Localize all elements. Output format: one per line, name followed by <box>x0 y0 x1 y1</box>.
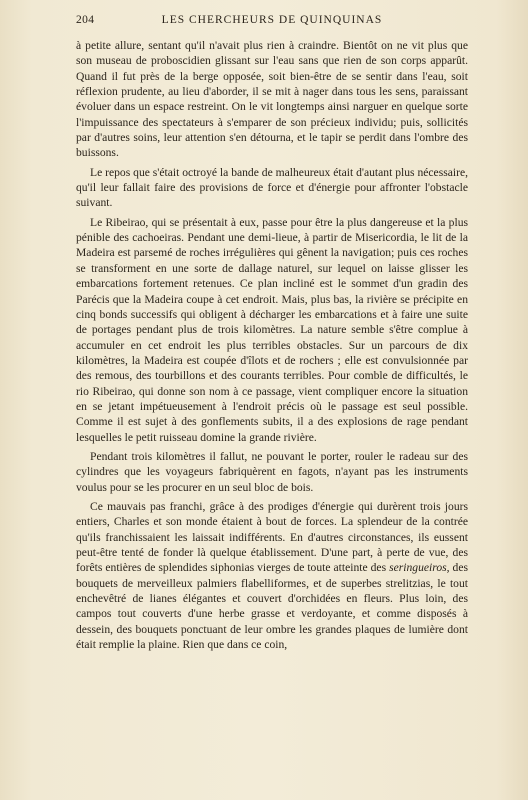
body-text <box>76 38 468 652</box>
paragraph-5-before: Ce mauvais pas franchi, grâce à des prodiges d'énergie qui durèrent trois jours entiers, Charles et son monde étaient à bout de forces. La splendeur de la contrée qu'ils franchissaient les laissait indifférents. En d'autres circonstances, ils eussent peut-être tenté de fonder là quelque établissement. D'une part, à perte de vue, des forêts entières de splendides siphonias vierges de toute atteinte des <box>76 499 468 575</box>
paragraph-5-emphasis: seringueiros, <box>389 561 450 575</box>
paragraph-4: Pendant trois kilomètres il fallut, ne pouvant le porter, rouler le radeau sur des cylindres que les voyageurs fabriquèrent en fagots, n'ayant pas les instruments voulus pour se les procurer en un seul bloc de bois. <box>76 449 468 494</box>
paragraph-5 <box>76 499 468 652</box>
page-number: 204 <box>76 14 95 26</box>
paragraph-2: Le repos que s'était octroyé la bande de malheureux était d'autant plus nécessaire, qu'il leur fallait faire des provisions de force et d'énergie pour affronter l'obstacle suivant. <box>76 165 468 210</box>
page-header <box>76 14 468 34</box>
paragraph-3: Le Ribeirao, qui se présentait à eux, passe pour être la plus dangereuse et la plus pénible des cachoeiras. Pendant une demi-lieue, à partir de Misericordia, le lit de la Madeira est parsemé de roches irrégulières qui gênent la navigation; puis ces roches se transforment en une sorte de dallage naturel, sur lequel on laisse glisser les embarcations fortement retenues. Ce plan incliné est le sommet d'un gradin des Parécis que la Madeira coupe à cet endroit. Mais, plus bas, la rivière se précipite en cinq bonds successifs qui obligent à décharger les embarcations et à faire une suite de portages pendant plus de trois kilomètres. La nature semble s'être complue à accumuler en cet endroit les plus terribles obstacles. Sur un parcours de dix kilomètres, la Madeira est coupée d'îlots et de rochers ; elle est convulsionnée par des remous, des tourbillons et des courants terribles. Pour comble de difficultés, le rio Ribeirao, qui donne son nom à ce passage, vient compliquer encore la situation en se jetant impétueusement à l'endroit précis où le passage est seul possible. Comme il est sujet à des gonflements subits, il a des explosions de rage pendant lesquelles le petit ruisseau domine la grande rivière. <box>76 215 468 444</box>
paragraph-5-after: des bouquets de merveilleux palmiers flabelliformes, et de superbes strelitzias, le tout enchevêtré de lianes élégantes et couvert d'orchidées en fleurs. Plus loin, des campos tout couverts d'une herbe grasse et verdoyante, et comme disposés à dessein, des bouquets ponctuant de leur ombre les grandes plaques de lumière dont était remplie la plaine. Rien que dans ce coin, <box>76 561 469 652</box>
running-title: LES CHERCHEURS DE QUINQUINAS <box>161 14 383 26</box>
paragraph-1: à petite allure, sentant qu'il n'avait plus rien à craindre. Bientôt on ne vit plus que son museau de proboscidien glissant sur l'eau sans que rien de son corps apparût. Quand il fut près de la berge opposée, soit bien-être de se sentir dans l'eau, soit réflexion prudente, au lieu d'aborder, il se mit à nager dans tous les sens, paraissant évoluer dans un espace restreint. On le vit longtemps ainsi narguer en quelque sorte l'impuissance des spectateurs à s'emparer de son précieux individu; puis, sollicités par d'autres soins, leur attention s'en détourna, et le tapir se perdit dans l'ombre des buissons. <box>76 39 468 160</box>
